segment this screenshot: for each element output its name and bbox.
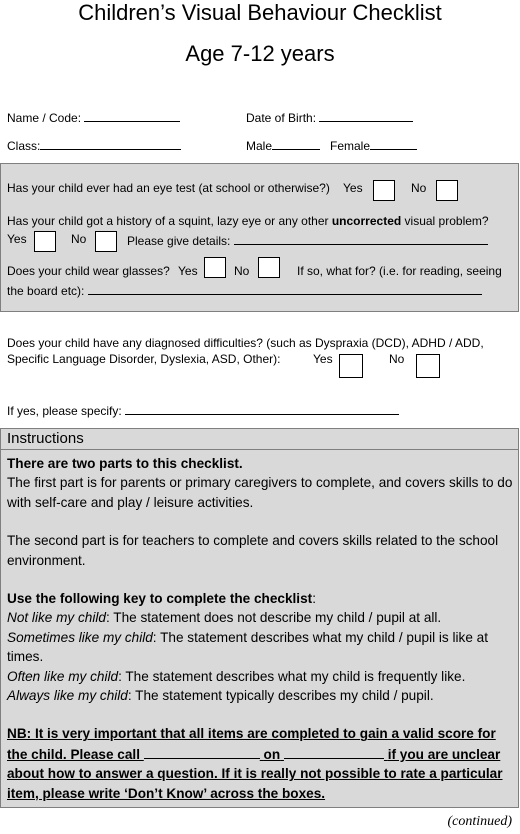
female-line[interactable] [370,137,417,150]
squint-yes-checkbox[interactable] [34,231,56,252]
two-parts-heading: There are two parts to this checklist. [7,456,243,471]
glasses-no-checkbox[interactable] [258,257,280,278]
name-code-label: Name / Code: [7,111,82,125]
squint-details-label: Please give details: [127,234,231,248]
instructions-body [0,450,519,808]
glasses-question: Does your child wear glasses? [7,264,170,278]
diagnosed-yes-label: Yes [313,352,333,366]
key-heading: Use the following key to complete the checklist: [7,591,316,607]
key-often-like: Often like my child: The statement describes what my child is frequently like. [7,668,466,684]
diagnosed-question-line1: Does your child have any diagnosed difficulties? (such as Dyspraxia (DCD), ADHD / ADD, [7,336,484,350]
eye-test-question: Has your child ever had an eye test (at school or otherwise?) [7,181,330,195]
glasses-purpose-field[interactable] [7,282,482,298]
class-label: Class: [7,139,41,153]
glasses-yes-checkbox[interactable] [204,257,226,278]
squint-no-checkbox[interactable] [95,231,117,252]
name-code-field[interactable] [7,109,180,125]
class-field[interactable] [7,137,181,153]
male-line[interactable] [272,137,320,150]
female-field[interactable] [330,137,417,153]
nb-note: NB: It is very important that all items are completed to gain a valid score for the child. Please call on if you are unclear about how to answer a question. If it is really not possible to rate a particular item, please write ‘Don’t Know’ across the boxes. [7,726,503,801]
glasses-no-label: No [234,264,250,278]
key-sometimes-like: Sometimes like my child: The statement describes what my child / pupil is like at times. [7,629,489,665]
specify-field[interactable] [7,402,399,418]
key-not-like: Not like my child: The statement does not describe my child / pupil at all. [7,610,442,626]
instructions-heading: Instructions [0,428,519,450]
squint-question-text-2: visual problem? [401,214,489,228]
glasses-purpose-question: If so, what for? (i.e. for reading, seeing [297,264,502,278]
key-always-like: Always like my child: The statement typically describes my child / pupil. [7,688,434,704]
diagnosed-yes-checkbox[interactable] [339,354,363,378]
squint-question [7,214,489,228]
squint-question-text-1: Has your child got a history of a squint, lazy eye or any other [7,214,332,228]
eye-test-yes-label: Yes [343,181,363,195]
squint-yes-label: Yes [7,232,27,246]
squint-details-field[interactable] [127,232,488,248]
female-label: Female [330,139,371,153]
glasses-yes-label: Yes [178,264,198,278]
date-of-birth-field[interactable] [246,109,413,125]
nb-call-name-line[interactable] [144,744,260,759]
squint-details-line[interactable] [234,232,488,245]
eye-test-yes-checkbox[interactable] [373,180,395,201]
nb-call-number-line[interactable] [284,744,384,759]
specify-line[interactable] [125,402,399,415]
part-one-text: The first part is for parents or primary caregivers to complete, and covers skills to do with self-care and play / leisure activities. [7,475,513,510]
diagnosed-question-line2: Specific Language Disorder, Dyslexia, ASD, Other): [7,352,281,366]
eye-test-no-label: No [411,181,427,195]
class-line[interactable] [40,137,181,150]
diagnosed-no-checkbox[interactable] [416,354,440,378]
date-of-birth-label: Date of Birth: [246,111,317,125]
checklist-title: Children’s Visual Behaviour Checklist [78,0,442,25]
part-two-text: The second part is for teachers to complete and covers skills related to the school environment. [7,533,499,568]
glasses-purpose-line[interactable] [88,282,482,295]
age-range-title: Age 7-12 years [185,41,335,66]
male-field[interactable] [246,137,320,153]
squint-no-label: No [71,232,87,246]
squint-question-bold: uncorrected [331,214,402,228]
diagnosed-no-label: No [389,352,405,366]
continued-label: (continued) [447,814,512,829]
eye-test-no-checkbox[interactable] [436,180,458,201]
specify-label: If yes, please specify: [7,404,122,418]
name-code-line[interactable] [84,109,180,122]
date-of-birth-line[interactable] [319,109,413,122]
male-label: Male [246,139,273,153]
glasses-purpose-label: the board etc): [7,284,85,298]
